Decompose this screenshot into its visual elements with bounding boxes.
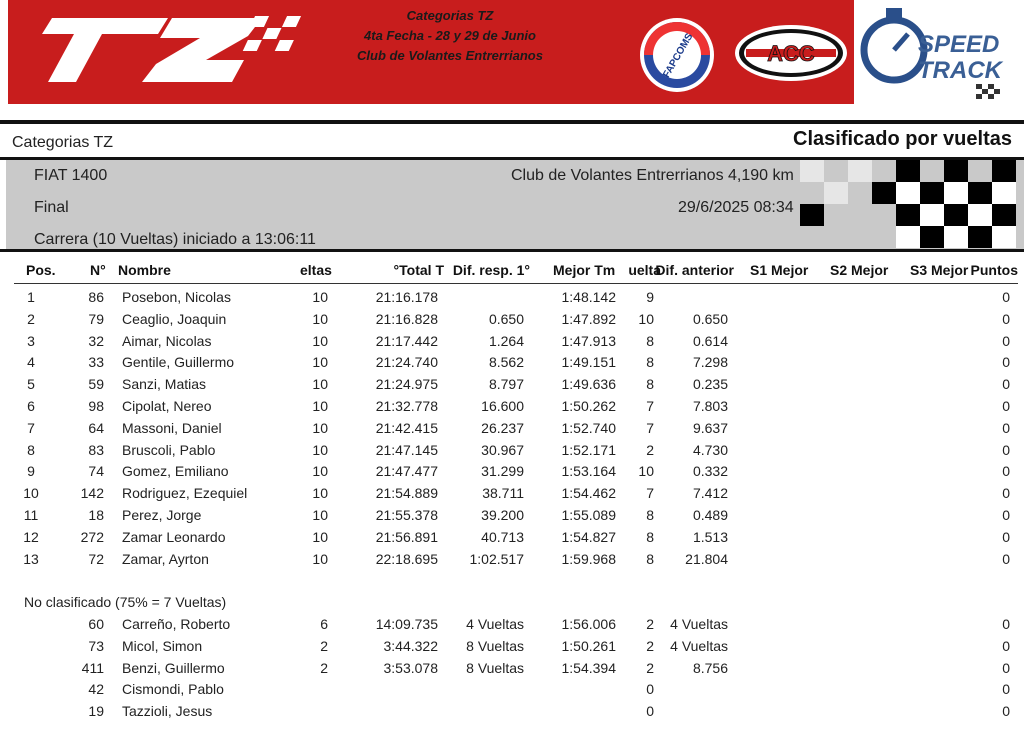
cell-pos: 2 bbox=[27, 310, 35, 327]
cell-best-lap: 8 bbox=[646, 550, 654, 567]
cell-points: 0 bbox=[1002, 354, 1010, 371]
cell-gap-previous: 4 Vueltas bbox=[670, 637, 728, 654]
cell-points: 0 bbox=[1002, 289, 1010, 305]
cell-total-time: 21:47.477 bbox=[375, 463, 438, 480]
cell-laps: 10 bbox=[312, 550, 328, 567]
cell-total-time: 21:16.178 bbox=[375, 289, 438, 305]
acc-logo-icon bbox=[734, 24, 848, 82]
cell-best-time: 1:55.089 bbox=[561, 507, 616, 523]
cell-points: 0 bbox=[1002, 441, 1010, 458]
header-s3-best: S3 Mejor bbox=[910, 262, 969, 278]
cell-number: 272 bbox=[80, 528, 104, 545]
cell-total-time: 21:47.145 bbox=[375, 441, 438, 458]
cell-laps: 10 bbox=[312, 419, 328, 436]
cell-name: Tazzioli, Jesus bbox=[122, 703, 213, 720]
cell-name: Posebon, Nicolas bbox=[122, 289, 231, 305]
cell-total-time: 21:32.778 bbox=[375, 398, 438, 414]
cell-gap-first: 8 Vueltas bbox=[466, 637, 524, 654]
cell-pos: 9 bbox=[27, 463, 35, 480]
cell-gap-first: 8 Vueltas bbox=[466, 659, 524, 676]
cell-points: 0 bbox=[1002, 507, 1010, 523]
cell-laps: 10 bbox=[312, 289, 328, 305]
cell-points: 0 bbox=[1002, 703, 1010, 720]
header-banner bbox=[0, 0, 1024, 106]
fapcoms-logo-icon bbox=[638, 16, 716, 94]
cell-number: 42 bbox=[88, 681, 104, 698]
cell-best-time: 1:53.164 bbox=[561, 463, 616, 480]
cell-name: Zamar, Ayrton bbox=[122, 550, 209, 567]
cell-name: Ceaglio, Joaquin bbox=[122, 310, 227, 327]
cell-total-time: 3:53.078 bbox=[383, 659, 438, 676]
header-name: Nombre bbox=[118, 262, 171, 278]
cell-points: 0 bbox=[1002, 485, 1010, 502]
cell-total-time: 21:56.891 bbox=[375, 528, 438, 545]
session-name: Final bbox=[34, 199, 69, 216]
cell-best-time: 1:49.636 bbox=[561, 376, 616, 393]
cell-number: 98 bbox=[88, 398, 104, 414]
cell-best-time: 1:47.892 bbox=[561, 310, 616, 327]
cell-laps: 2 bbox=[320, 659, 328, 676]
cell-number: 83 bbox=[88, 441, 104, 458]
cell-points: 0 bbox=[1002, 398, 1010, 414]
track-text: TRACK bbox=[918, 57, 1002, 84]
header-total-time: Total T° bbox=[393, 262, 444, 278]
cell-pos: 10 bbox=[23, 485, 39, 502]
cell-best-lap: 9 bbox=[646, 289, 654, 305]
cell-best-lap: 2 bbox=[646, 441, 654, 458]
cell-best-lap: 7 bbox=[646, 485, 654, 502]
cell-best-lap: 8 bbox=[646, 507, 654, 523]
cell-points: 0 bbox=[1002, 332, 1010, 349]
cell-laps: 10 bbox=[312, 310, 328, 327]
cell-gap-previous: 7.298 bbox=[692, 354, 728, 371]
cell-number: 64 bbox=[88, 419, 104, 436]
speed-text: SPEED bbox=[918, 31, 1000, 58]
event-line-date: 4ta Fecha - 28 y 29 de Junio bbox=[364, 28, 536, 43]
cell-best-time: 1:50.262 bbox=[561, 398, 616, 414]
cell-gap-previous: 0.332 bbox=[692, 463, 728, 480]
cell-number: 86 bbox=[88, 289, 104, 305]
cell-best-lap: 2 bbox=[646, 637, 654, 654]
cell-number: 19 bbox=[88, 703, 104, 720]
cell-gap-first: 39.200 bbox=[481, 507, 524, 523]
cell-gap-previous: 1.513 bbox=[692, 528, 728, 545]
cell-name: Bruscoli, Pablo bbox=[122, 441, 216, 458]
cell-gap-first: 30.967 bbox=[481, 441, 524, 458]
cell-laps: 6 bbox=[320, 616, 328, 632]
cell-best-time: 1:54.462 bbox=[561, 485, 616, 502]
cell-gap-first: 26.237 bbox=[481, 419, 524, 436]
cell-pos: 13 bbox=[23, 550, 39, 567]
header-points: Puntos bbox=[970, 262, 1018, 278]
cell-laps: 10 bbox=[312, 507, 328, 523]
cell-best-time: 1:59.968 bbox=[561, 550, 616, 567]
acc-text: ACC bbox=[767, 41, 815, 66]
cell-gap-first: 31.299 bbox=[481, 463, 524, 480]
header-divider bbox=[14, 283, 1018, 284]
cell-name: Cipolat, Nereo bbox=[122, 398, 212, 414]
cell-points: 0 bbox=[1002, 637, 1010, 654]
cell-best-time: 1:52.171 bbox=[561, 441, 616, 458]
cell-best-time: 1:47.913 bbox=[561, 332, 616, 349]
cell-gap-previous: 9.637 bbox=[692, 419, 728, 436]
cell-name: Sanzi, Matias bbox=[122, 376, 207, 393]
cell-laps: 10 bbox=[312, 398, 328, 414]
header-pos: Pos. bbox=[26, 262, 56, 278]
not-classified-title: No clasificado (75% = 7 Vueltas) bbox=[24, 594, 227, 610]
cell-name: Zamar Leonardo bbox=[122, 528, 226, 545]
category-title: Categorias TZ bbox=[12, 134, 114, 151]
cell-points: 0 bbox=[1002, 681, 1010, 698]
cell-best-lap: 10 bbox=[638, 463, 654, 480]
cell-laps: 10 bbox=[312, 441, 328, 458]
speedtrack-logo-icon bbox=[856, 0, 1024, 104]
race-description: Carrera (10 Vueltas) iniciado a 13:06:11 bbox=[34, 231, 316, 248]
cell-total-time: 21:54.889 bbox=[375, 485, 438, 502]
cell-best-lap: 0 bbox=[646, 703, 654, 720]
cell-best-time: 1:54.827 bbox=[561, 528, 616, 545]
cell-name: Carreño, Roberto bbox=[122, 616, 231, 632]
event-line-club: Club de Volantes Entrerrianos bbox=[357, 48, 543, 63]
cell-name: Gentile, Guillermo bbox=[122, 354, 235, 371]
cell-pos: 3 bbox=[27, 332, 35, 349]
cell-total-time: 22:18.695 bbox=[375, 550, 438, 567]
cell-points: 0 bbox=[1002, 616, 1010, 632]
cell-total-time: 21:16.828 bbox=[375, 310, 438, 327]
cell-best-lap: 2 bbox=[646, 659, 654, 676]
cell-best-time: 1:48.142 bbox=[561, 289, 616, 305]
cell-gap-first: 38.711 bbox=[482, 485, 524, 502]
cell-total-time: 21:24.975 bbox=[375, 376, 438, 393]
cell-gap-previous: 0.614 bbox=[692, 332, 728, 349]
header-s2-best: S2 Mejor bbox=[830, 262, 889, 278]
cell-best-lap: 7 bbox=[646, 419, 654, 436]
cell-points: 0 bbox=[1002, 376, 1010, 393]
cell-gap-previous: 7.412 bbox=[692, 485, 728, 502]
cell-name: Micol, Simon bbox=[122, 637, 203, 654]
cell-pos: 4 bbox=[27, 354, 35, 371]
cell-total-time: 3:44.322 bbox=[383, 637, 438, 654]
cell-number: 74 bbox=[88, 463, 104, 480]
cell-laps: 10 bbox=[312, 332, 328, 349]
cell-best-time: 1:50.261 bbox=[561, 637, 616, 654]
cell-pos: 1 bbox=[27, 289, 35, 305]
cell-name: Massoni, Daniel bbox=[122, 419, 222, 436]
cell-points: 0 bbox=[1002, 419, 1010, 436]
cell-points: 0 bbox=[1002, 659, 1010, 676]
cell-name: Rodriguez, Ezequiel bbox=[122, 485, 248, 502]
car-model: FIAT 1400 bbox=[34, 167, 108, 184]
header-best-time: Mejor Tm bbox=[553, 262, 616, 278]
cell-best-time: 1:56.006 bbox=[561, 616, 616, 632]
cell-best-lap: 2 bbox=[646, 616, 654, 632]
cell-number: 59 bbox=[88, 376, 104, 393]
track-name: Club de Volantes Entrerrianos 4,190 km bbox=[511, 167, 794, 184]
cell-total-time: 21:42.415 bbox=[375, 419, 438, 436]
cell-gap-previous: 21.804 bbox=[685, 550, 728, 567]
cell-gap-first: 16.600 bbox=[481, 398, 524, 414]
cell-best-lap: 8 bbox=[646, 528, 654, 545]
cell-points: 0 bbox=[1002, 310, 1010, 327]
cell-gap-first: 8.562 bbox=[488, 354, 524, 371]
cell-name: Gomez, Emiliano bbox=[122, 463, 229, 480]
sort-title: Clasificado por vueltas bbox=[793, 128, 1012, 150]
cell-best-time: 1:54.394 bbox=[561, 659, 616, 676]
cell-name: Cismondi, Pablo bbox=[122, 681, 224, 698]
checkered-flag-icon bbox=[800, 160, 1024, 250]
cell-number: 73 bbox=[88, 637, 104, 654]
tz-logo-icon bbox=[30, 14, 300, 86]
cell-laps: 10 bbox=[312, 528, 328, 545]
cell-number: 79 bbox=[88, 310, 104, 327]
cell-best-lap: 8 bbox=[646, 332, 654, 349]
cell-number: 18 bbox=[88, 507, 104, 523]
cell-gap-previous: 4.730 bbox=[692, 441, 728, 458]
cell-gap-previous: 0.489 bbox=[692, 507, 728, 523]
cell-best-lap: 8 bbox=[646, 354, 654, 371]
cell-number: 32 bbox=[88, 332, 104, 349]
cell-number: 411 bbox=[81, 659, 104, 676]
header-best-lap: uelta bbox=[628, 262, 661, 278]
cell-total-time: 14:09.735 bbox=[375, 616, 438, 632]
cell-number: 60 bbox=[88, 616, 104, 632]
cell-pos: 11 bbox=[23, 507, 39, 523]
cell-points: 0 bbox=[1002, 463, 1010, 480]
cell-pos: 5 bbox=[27, 376, 35, 393]
cell-best-time: 1:49.151 bbox=[561, 354, 616, 371]
cell-points: 0 bbox=[1002, 528, 1010, 545]
cell-name: Aimar, Nicolas bbox=[122, 332, 212, 349]
fapcoms-text: FAPCOMS bbox=[661, 31, 696, 80]
event-line-category: Categorias TZ bbox=[406, 8, 494, 23]
cell-laps: 10 bbox=[312, 485, 328, 502]
cell-gap-previous: 4 Vueltas bbox=[670, 616, 728, 632]
cell-pos: 6 bbox=[27, 398, 35, 414]
cell-gap-first: 8.797 bbox=[488, 376, 524, 393]
cell-number: 33 bbox=[88, 354, 104, 371]
cell-points: 0 bbox=[1002, 550, 1010, 567]
cell-gap-previous: 7.803 bbox=[692, 398, 728, 414]
cell-name: Benzi, Guillermo bbox=[122, 659, 225, 676]
title-row bbox=[0, 124, 1024, 158]
header-laps: eltas bbox=[300, 262, 332, 278]
cell-best-lap: 0 bbox=[646, 681, 654, 698]
cell-total-time: 21:24.740 bbox=[375, 354, 438, 371]
cell-pos: 7 bbox=[27, 419, 35, 436]
cell-gap-first: 1:02.517 bbox=[469, 550, 524, 567]
cell-gap-previous: 0.235 bbox=[692, 376, 728, 393]
cell-best-lap: 8 bbox=[646, 376, 654, 393]
cell-number: 72 bbox=[88, 550, 104, 567]
cell-gap-first: 40.713 bbox=[481, 528, 524, 545]
cell-total-time: 21:55.378 bbox=[375, 507, 438, 523]
session-date: 29/6/2025 08:34 bbox=[678, 199, 794, 216]
cell-gap-first: 4 Vueltas bbox=[466, 616, 524, 632]
cell-name: Perez, Jorge bbox=[122, 507, 202, 523]
cell-gap-previous: 0.650 bbox=[692, 310, 728, 327]
cell-pos: 12 bbox=[23, 528, 39, 545]
cell-laps: 10 bbox=[312, 463, 328, 480]
divider bbox=[0, 249, 1024, 252]
header-s1-best: S1 Mejor bbox=[750, 262, 809, 278]
cell-gap-first: 1.264 bbox=[488, 332, 524, 349]
cell-best-time: 1:52.740 bbox=[561, 419, 616, 436]
cell-number: 142 bbox=[80, 485, 104, 502]
cell-laps: 2 bbox=[320, 637, 328, 654]
cell-total-time: 21:17.442 bbox=[375, 332, 438, 349]
cell-best-lap: 10 bbox=[638, 310, 654, 327]
header-number: N° bbox=[90, 262, 106, 278]
cell-best-lap: 7 bbox=[646, 398, 654, 414]
header-gap-previous: Dif. anterior bbox=[655, 262, 734, 278]
cell-laps: 10 bbox=[312, 354, 328, 371]
cell-laps: 10 bbox=[312, 376, 328, 393]
cell-gap-previous: 8.756 bbox=[692, 659, 728, 676]
cell-pos: 8 bbox=[27, 441, 35, 458]
cell-gap-first: 0.650 bbox=[488, 310, 524, 327]
event-info bbox=[330, 6, 570, 66]
header-gap-first: Dif. resp. 1° bbox=[452, 262, 530, 278]
